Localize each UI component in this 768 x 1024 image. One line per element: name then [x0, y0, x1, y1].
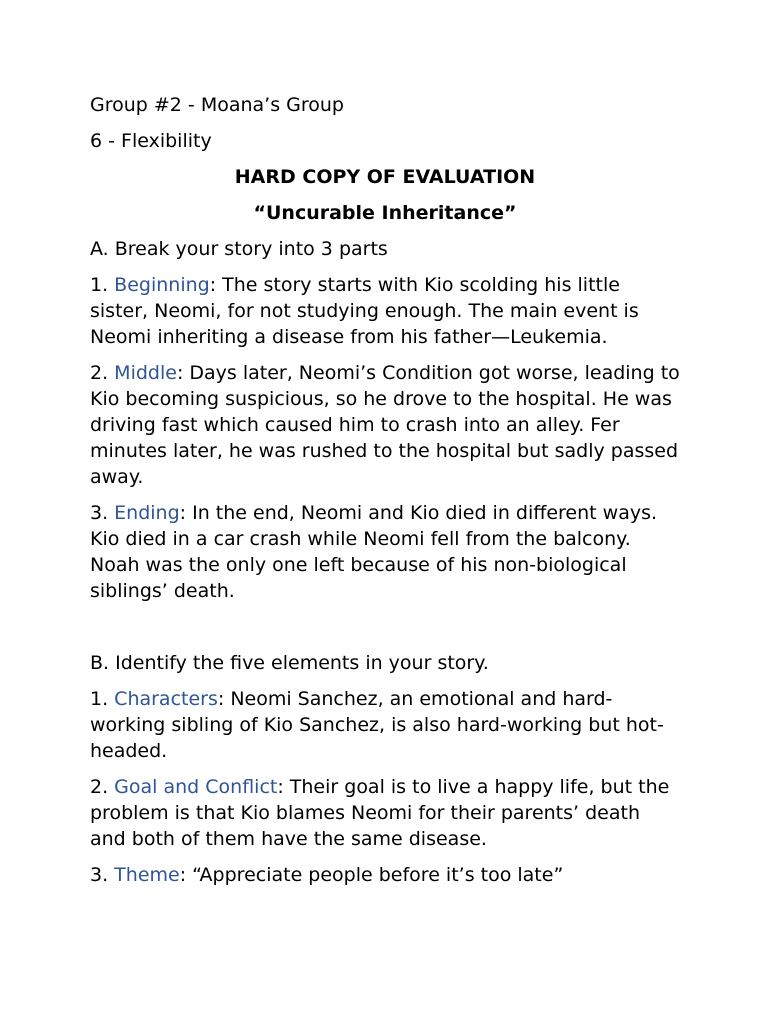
- part-a-item-ending: [90, 500, 680, 604]
- item-number: 1.: [90, 688, 115, 710]
- section-spacer: [90, 614, 680, 650]
- item-term: Middle: [114, 362, 177, 384]
- part-b-item-characters: [90, 686, 680, 764]
- item-number: 2.: [90, 362, 115, 384]
- group-line: Group #2 - Moana’s Group: [90, 94, 344, 116]
- item-term: Beginning: [114, 274, 210, 296]
- part-b-heading: B. Identify the five elements in your story.: [90, 652, 489, 674]
- part-b-item-goal-conflict: [90, 774, 680, 852]
- item-number: 2.: [90, 776, 115, 798]
- item-number: 1.: [90, 274, 115, 296]
- item-number: 3.: [90, 502, 115, 524]
- item-text: : In the end, Neomi and Kio died in different ways. Kio died in a car crash while Neomi fell from the balcony. Noah was the only one left because of his non-biological siblings’ death.: [90, 502, 658, 602]
- item-text: : Neomi Sanchez, an emotional and hard-working sibling of Kio Sanchez, is also hard-working but hot-headed.: [90, 688, 664, 762]
- part-a-item-middle: [90, 360, 680, 490]
- document-title: HARD COPY OF EVALUATION: [234, 166, 536, 188]
- part-a-heading: A. Break your story into 3 parts: [90, 238, 388, 260]
- item-term: Ending: [114, 502, 180, 524]
- part-b-item-theme: [90, 862, 680, 888]
- document-body: [90, 92, 680, 898]
- item-term: Characters: [114, 688, 218, 710]
- section-line: 6 - Flexibility: [90, 130, 212, 152]
- item-term: Theme: [114, 864, 180, 886]
- item-number: 3.: [90, 864, 115, 886]
- item-text: : The story starts with Kio scolding his little sister, Neomi, for not studying enough. The main event is Neomi inheriting a disease from his father—Leukemia.: [90, 274, 639, 348]
- item-text: : Their goal is to live a happy life, but the problem is that Kio blames Neomi for their parents’ death and both of them have the same disease.: [90, 776, 670, 850]
- part-a-item-beginning: [90, 272, 680, 350]
- item-text: : Days later, Neomi’s Condition got worse, leading to Kio becoming suspicious, so he drove to the hospital. He was driving fast which caused him to crash into an alley. Fer minutes later, he was rushed to the hospital but sadly passed away.: [90, 362, 680, 488]
- item-text: : “Appreciate people before it’s too late”: [179, 864, 564, 886]
- item-term: Goal and Conflict: [114, 776, 278, 798]
- story-title: “Uncurable Inheritance”: [253, 202, 517, 224]
